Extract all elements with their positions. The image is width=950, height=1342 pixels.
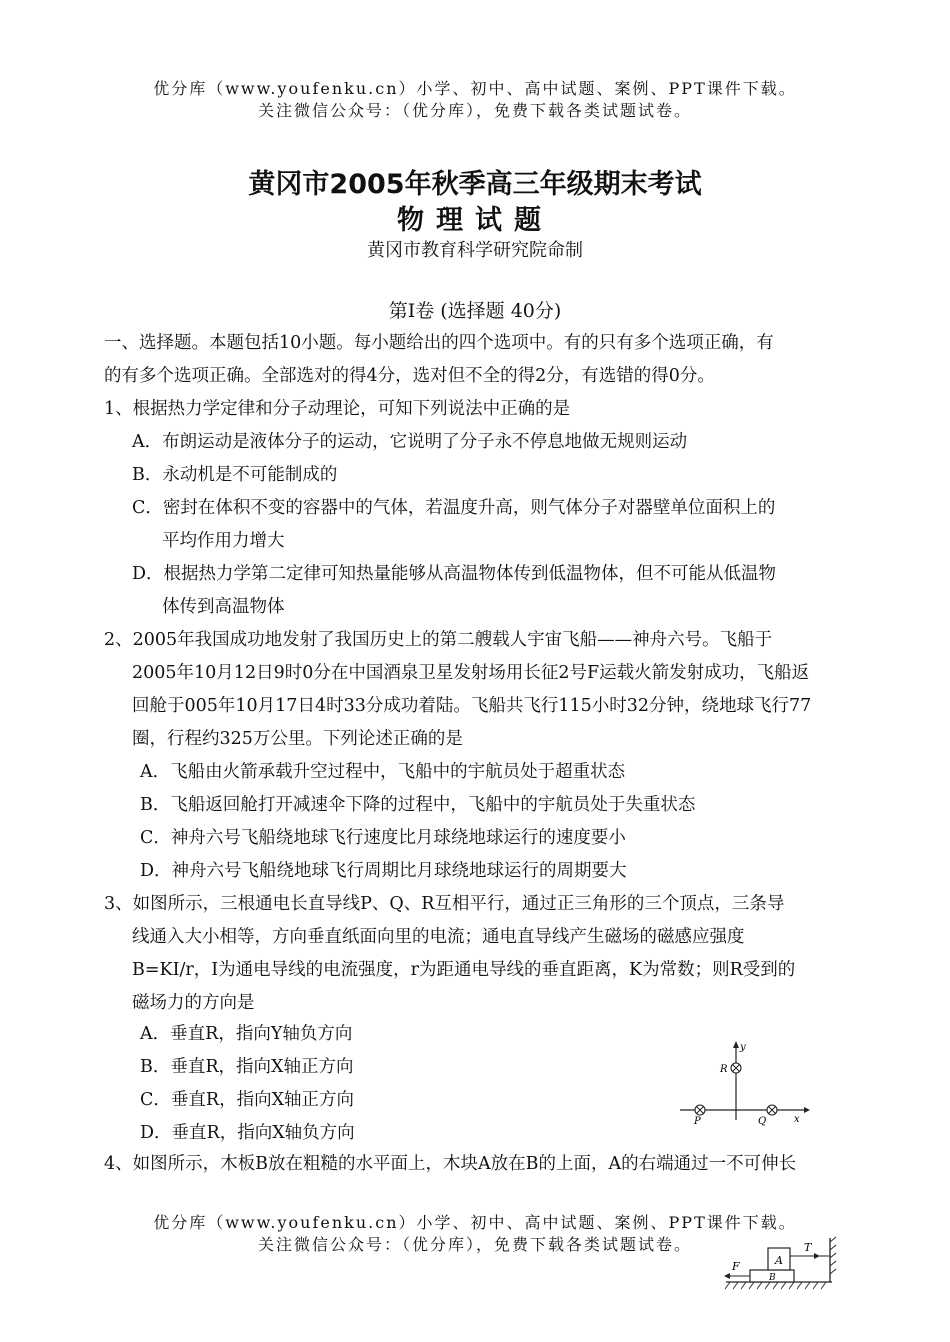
q2-option-c: C．神舟六号飞船绕地球飞行速度比月球绕地球运行的速度要小 (140, 828, 626, 848)
section-heading: 第Ⅰ卷 (选择题 40分) (388, 300, 562, 322)
watermark-line-2: 关注微信公众号：（优分库），免费下载各类试题试卷。 (257, 1235, 692, 1254)
q2-stem-cont: 圈，行程约325万公里。下列论述正确的是 (132, 729, 463, 749)
wire-p (695, 1105, 705, 1115)
q3-option-d: D．垂直R，指向X轴负方向 (140, 1123, 355, 1143)
q2-stem-cont: 回舱于005年10月17日4时33分成功着陆。飞船共飞行115小时32分钟，绕地球飞行77 (132, 696, 812, 716)
q1-stem: 1、根据热力学定律和分子动理论，可知下列说法中正确的是 (104, 399, 571, 419)
watermark-line-1: 优分库（www.youfenku.cn）小学、初中、高中试题、案例、PPT课件下载。 (153, 1213, 797, 1232)
q3-option-b: B．垂直R，指向X轴正方向 (140, 1057, 354, 1077)
instruction-line: 的有多个选项正确。全部选对的得4分，选对但不全的得2分，有选错的得0分。 (104, 366, 715, 386)
q2-stem: 2、2005年我国成功地发射了我国历史上的第二艘载人宇宙飞船——神舟六号。飞船于 (104, 630, 773, 650)
q3-option-c: C．垂直R，指向X轴正方向 (140, 1090, 355, 1110)
q3-figure (676, 1038, 816, 1126)
r-label: R (720, 1064, 728, 1075)
subject-title: 物理试题 (397, 205, 553, 236)
exam-title: 黄冈市2005年秋季高三年级期末考试 (248, 169, 702, 200)
q1-option-a: A．布朗运动是液体分子的运动，它说明了分子永不停息地做无规则运动 (132, 432, 688, 452)
q1-option-c: C．密封在体积不变的容器中的气体，若温度升高，则气体分子对器壁单位面积上的 (132, 498, 776, 518)
q2-option-b: B．飞船返回舱打开减速伞下降的过程中，飞船中的宇航员处于失重状态 (140, 795, 696, 815)
q2-option-a: A．飞船由火箭承载升空过程中，飞船中的宇航员处于超重状态 (140, 762, 626, 782)
q1-option-d: D．根据热力学第二定律可知热量能够从高温物体传到低温物体，但不可能从低温物 (132, 564, 777, 584)
ground-hatch (725, 1282, 826, 1289)
q2-option-d: D．神舟六号飞船绕地球飞行周期比月球绕地球运行的周期要大 (140, 861, 627, 881)
wall-hatch (830, 1237, 836, 1274)
q3-stem-cont: B=KI/r，I为通电导线的电流强度，r为距通电导线的垂直距离，K为常数；则R受到的 (132, 960, 796, 980)
x-axis-arrow (804, 1107, 810, 1113)
y-label: y (740, 1042, 746, 1053)
q1-option-b: B．永动机是不可能制成的 (132, 465, 338, 485)
q-label: Q (758, 1116, 767, 1126)
q4-figure (722, 1234, 842, 1296)
author-line: 黄冈市教育科学研究院命制 (367, 240, 583, 261)
f-label: F (732, 1260, 740, 1273)
instruction-line: 一、选择题。本题包括10小题。每小题给出的四个选项中。有的只有多个选项正确，有 (104, 333, 774, 353)
q2-stem-cont: 2005年10月12日9时0分在中国酒泉卫星发射场用长征2号F运载火箭发射成功，飞船返 (132, 663, 810, 683)
q3-stem-cont: 磁场力的方向是 (132, 993, 255, 1013)
force-arrow (724, 1273, 730, 1279)
wire-q (767, 1105, 777, 1115)
tension-arrow (814, 1253, 820, 1259)
watermark-line-1: 优分库（www.youfenku.cn）小学、初中、高中试题、案例、PPT课件下载。 (153, 79, 797, 98)
q3-option-a: A．垂直R，指向Y轴负方向 (140, 1024, 353, 1044)
t-label: T (804, 1241, 812, 1254)
q3-stem-cont: 线通入大小相等，方向垂直纸面向里的电流；通电直导线产生磁场的磁感应强度 (132, 927, 745, 947)
q4-stem: 4、如图所示，木板B放在粗糙的水平面上，木块A放在B的上面，A的右端通过一不可伸长 (104, 1154, 797, 1174)
q3-stem: 3、如图所示，三根通电长直导线P、Q、R互相平行，通过正三角形的三个顶点，三条导 (104, 894, 785, 914)
q1-option-c-cont: 平均作用力增大 (162, 531, 285, 551)
q1-option-d-cont: 体传到高温物体 (162, 597, 285, 617)
p-label: P (694, 1116, 701, 1126)
a-label: A (775, 1254, 783, 1267)
b-label: B (769, 1273, 776, 1283)
wire-r (731, 1063, 741, 1073)
x-label: x (794, 1114, 800, 1125)
watermark-line-2: 关注微信公众号：（优分库），免费下载各类试题试卷。 (257, 101, 692, 120)
y-axis-arrow (733, 1041, 739, 1048)
